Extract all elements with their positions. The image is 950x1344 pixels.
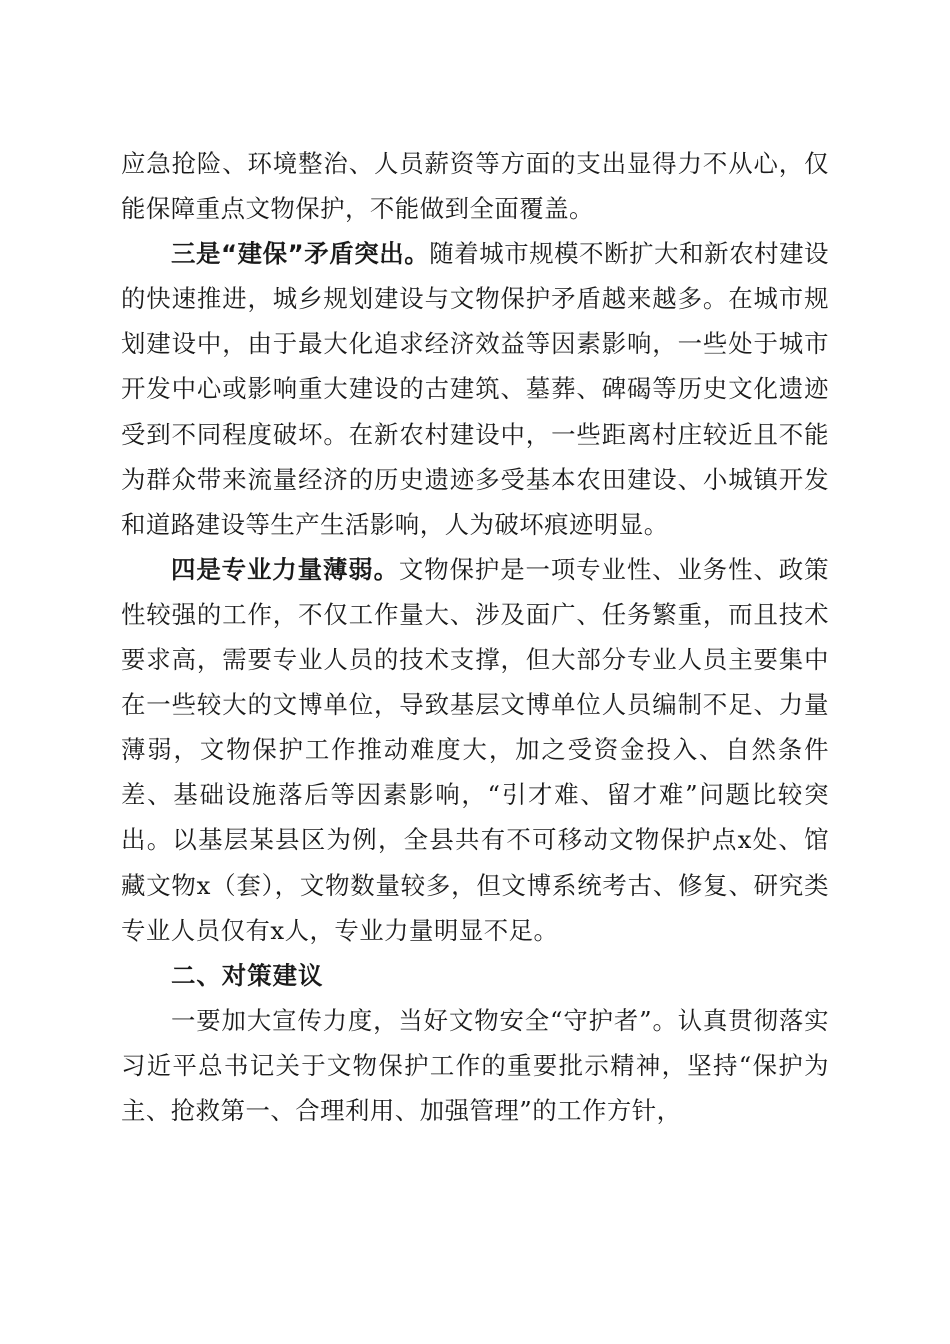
- paragraph-continued: 应急抢险、环境整治、人员薪资等方面的支出显得力不从心，仅能保障重点文物保护，不能做到全面覆盖。: [121, 149, 829, 224]
- point-4-body: 文物保护是一项专业性、业务性、政策性较强的工作，不仅工作量大、涉及面广、任务繁重，而且技术要求高，需要专业人员的技术支撑，但大部分专业人员主要集中在一些较大的文博单位，导致基层文博单位人员编制不足、力量薄弱，文物保护工作推动难度大，加之受资金投入、自然条件差、基础设施落后等因素影响，“引才难、留才难”问题比较突出。以基层某县区为例，全县共有不可移动文物保护点x处、馆藏文物x（套），文物数量较多，但文博系统考古、修复、研究类专业人员仅有x人，专业力量明显不足。: [121, 554, 829, 945]
- paragraph-point-4: [121, 547, 829, 953]
- point-3-body: 随着城市规模不断扩大和新农村建设的快速推进，城乡规划建设与文物保护矛盾越来越多。在城市规划建设中，由于最大化追求经济效益等因素影响，一些处于城市开发中心或影响重大建设的古建筑、墓葬、碑碣等历史文化遗迹受到不同程度破坏。在新农村建设中，一些距离村庄较近且不能为群众带来流量经济的历史遗迹多受基本农田建设、小城镇开发和道路建设等生产生活影响，人为破坏痕迹明显。: [121, 239, 829, 539]
- point-4-lead: 四是专业力量薄弱。: [171, 554, 399, 584]
- section-heading-countermeasures: 二、对策建议: [171, 960, 324, 990]
- point-3-lead: 三是“建保”矛盾突出。: [171, 239, 430, 269]
- paragraph-point-3: [121, 231, 829, 547]
- document-body: [121, 141, 829, 1133]
- paragraph-suggestion-1: 一要加大宣传力度，当好文物安全“守护者”。认真贯彻落实习近平总书记关于文物保护工作的重要批示精神，坚持“保护为主、抢救第一、合理利用、加强管理”的工作方针，: [121, 1005, 829, 1125]
